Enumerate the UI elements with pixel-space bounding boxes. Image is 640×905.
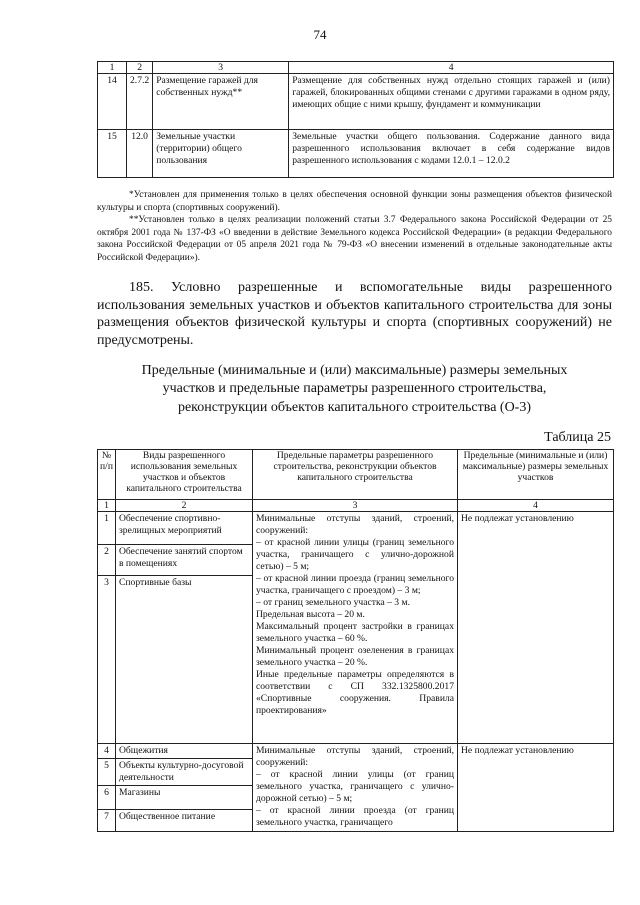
paragraph-text: 185. Условно разрешенные и вспомогательные виды разрешенного использования земельных участков и объектов капитального строительства для зоны размещения объектов физической культуры и спорта (спортивных сооружений) не предусмотрены. <box>97 280 612 348</box>
param-line: – от границ земельного участка – 3 м. <box>256 597 410 608</box>
header-params: Предельные параметры разрешенного строительства, реконструкции объектов капитального строительства <box>253 450 458 500</box>
use-type: Общежития <box>116 744 253 759</box>
param-line: Минимальные отступы зданий, строений, сооружений: <box>256 745 454 768</box>
use-type: Обеспечение занятий спортом в помещениях <box>116 545 253 576</box>
row-number: 6 <box>98 786 116 810</box>
use-name: Земельные участки (территории) общего пользования <box>153 130 289 178</box>
table-25 <box>97 449 614 832</box>
group1-params <box>253 512 458 744</box>
header-num: № п/п <box>98 450 116 500</box>
heading-line: реконструкции объектов капитального строительства (О-3) <box>177 399 532 415</box>
param-line: – от красной линии улицы (от границ земельного участка, граничащего с улично-дорожной сетью) – 5 м; <box>256 769 454 804</box>
header-sizes: Предельные (минимальные и (или) максимальные) размеры земельных участков <box>458 450 614 500</box>
table-label: Таблица 25 <box>544 430 611 445</box>
paragraph-185 <box>97 279 612 349</box>
use-type: Спортивные базы <box>116 576 253 744</box>
footnotes <box>97 189 612 264</box>
header-types: Виды разрешенного использования земельных участков и объектов капитального строительства <box>116 450 253 500</box>
param-line: Иные предельные параметры определяются в соответствии с СП 332.1325800.2017 «Спортивные сооружения. Правила проектирования» <box>256 669 454 716</box>
footnote: *Установлен для применения только в целях обеспечения основной функции зоны размещения объектов физической культуры и спорта (спортивных сооружений). <box>97 190 612 213</box>
use-code: 2.7.2 <box>127 74 153 130</box>
page-number: 74 <box>313 27 327 42</box>
use-description: Земельные участки общего пользования. Содержание данного вида разрешенного использования включает в себя содержание видов разрешенного использования с кодами 12.0.1 – 12.0.2 <box>289 130 614 178</box>
row-number: 15 <box>98 130 127 178</box>
col-number: 2 <box>116 500 253 512</box>
group2-params <box>253 744 458 832</box>
col-number: 4 <box>289 62 614 74</box>
heading-line: участков и предельные параметры разрешенного строительства, <box>162 381 547 397</box>
use-name: Размещение гаражей для собственных нужд** <box>153 74 289 130</box>
col-number: 4 <box>458 500 614 512</box>
row-number: 1 <box>98 512 116 545</box>
row-number: 7 <box>98 810 116 832</box>
table-row <box>98 512 614 545</box>
param-line: Максимальный процент застройки в границах земельного участка – 60 %. <box>256 621 454 644</box>
use-type: Объекты культурно-досуговой деятельности <box>116 759 253 786</box>
use-type: Магазины <box>116 786 253 810</box>
table-row <box>98 74 614 130</box>
column-number-row <box>98 500 614 512</box>
use-type: Обеспечение спортивно-зрелищных мероприятий <box>116 512 253 545</box>
group1-sizes: Не подлежат установлению <box>458 512 614 744</box>
footnote: **Установлен только в целях реализации положений статьи 3.7 Федерального закона Российской Федерации от 25 октября 2001 года № 137-ФЗ «О введении в действие Земельного кодекса Российской Федерации» (в редакции Федерального закона Российской Федерации от 05 апреля 2021 года № 79-ФЗ «О внесении изменений в отдельные законодательные акты Российской Федерации»). <box>97 215 612 263</box>
row-number: 3 <box>98 576 116 744</box>
use-code: 12.0 <box>127 130 153 178</box>
section-heading <box>97 362 612 417</box>
row-number: 2 <box>98 545 116 576</box>
use-description: Размещение для собственных нужд отдельно стоящих гаражей и (или) гаражей, блокированных общими стенами с другими гаражами в одном ряду, имеющих общие с ними крышу, фундамент и коммуникации <box>289 74 614 130</box>
col-number: 3 <box>253 500 458 512</box>
param-line: Предельная высота – 20 м. <box>256 609 365 620</box>
row-number: 5 <box>98 759 116 786</box>
heading-line: Предельные (минимальные и (или) максимальные) размеры земельных <box>141 363 568 378</box>
param-line: Минимальный процент озеленения в границах земельного участка – 20 %. <box>256 645 454 668</box>
param-line: – от красной линии улицы (границ земельного участка, граничащего с улично-дорожной сетью) – 5 м; <box>256 537 454 572</box>
column-number-row <box>98 62 614 74</box>
group2-sizes: Не подлежат установлению <box>458 744 614 832</box>
col-number: 2 <box>127 62 153 74</box>
col-number: 1 <box>98 500 116 512</box>
header-row <box>98 450 614 500</box>
param-line: Минимальные отступы зданий, строений, сооружений: <box>256 513 454 536</box>
col-number: 1 <box>98 62 127 74</box>
table-row <box>98 130 614 178</box>
row-number: 14 <box>98 74 127 130</box>
permitted-uses-table <box>97 61 614 178</box>
col-number: 3 <box>153 62 289 74</box>
param-line: – от красной линии проезда (от границ земельного участка, граничащего <box>256 805 454 828</box>
table-row <box>98 744 614 759</box>
row-number: 4 <box>98 744 116 759</box>
param-line: – от красной линии проезда (границ земельного участка, граничащего с проездом) – 3 м; <box>256 573 454 596</box>
use-type: Общественное питание <box>116 810 253 832</box>
